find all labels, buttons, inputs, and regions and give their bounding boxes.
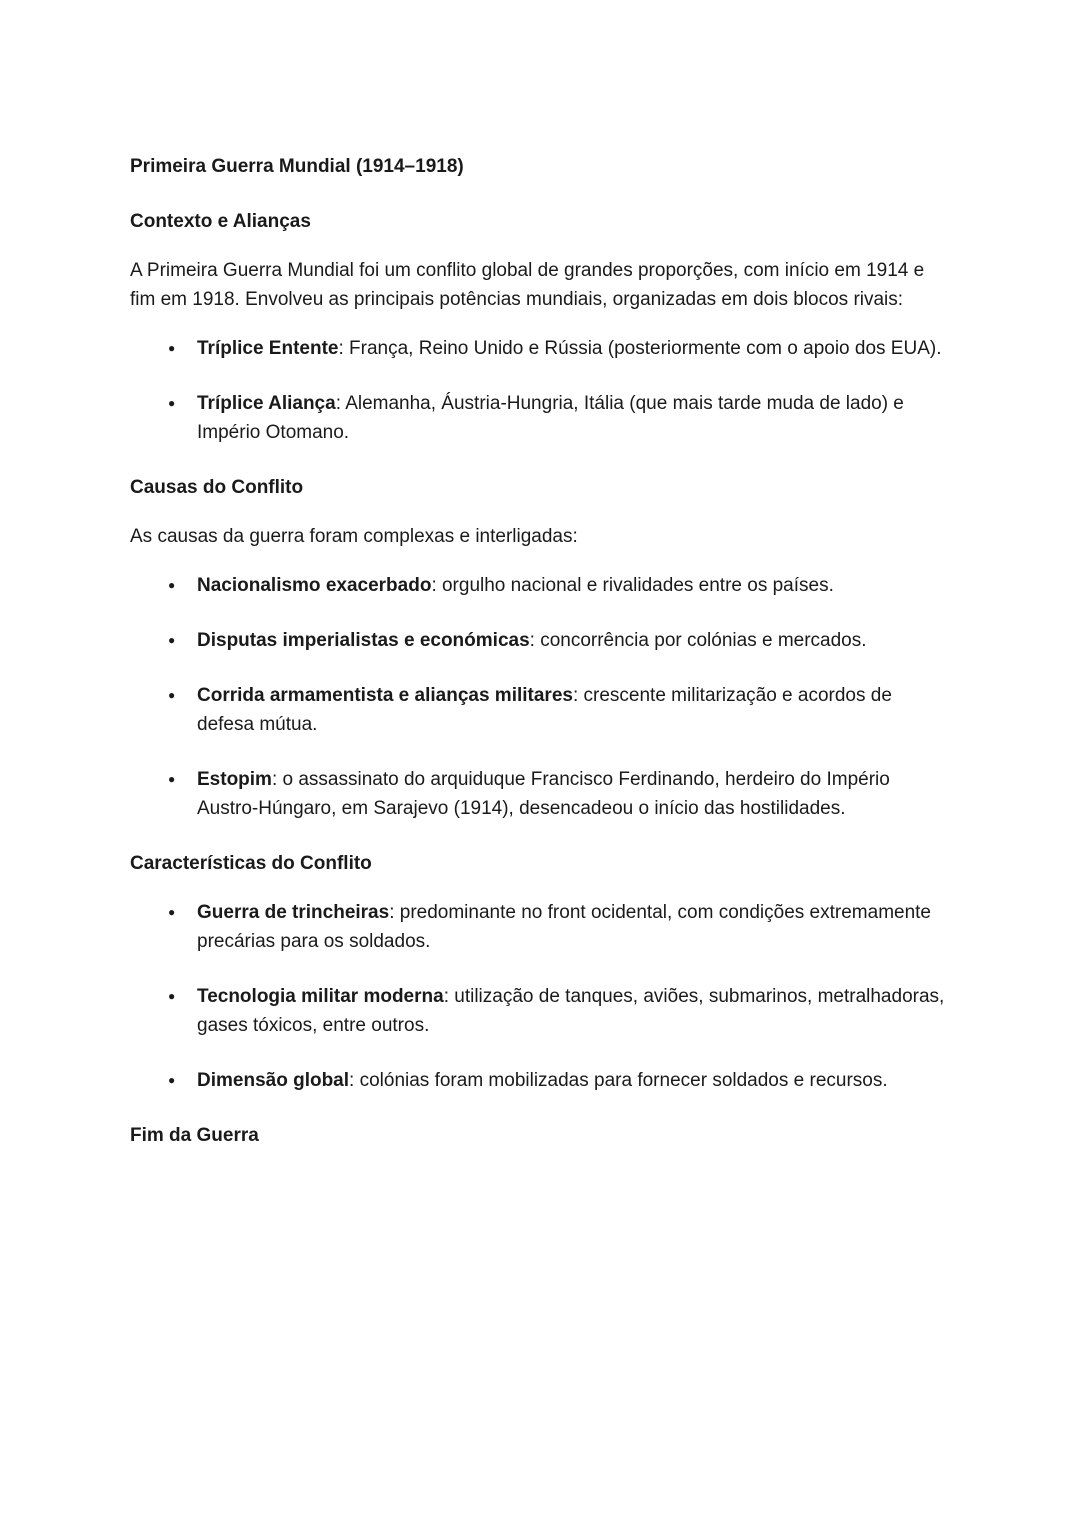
bullet-lead: Disputas imperialistas e económicas xyxy=(197,630,530,651)
bullet-lead: Corrida armamentista e alianças militares xyxy=(197,685,573,706)
list-item xyxy=(130,389,950,447)
list-item xyxy=(130,898,950,956)
list-item xyxy=(130,982,950,1040)
bullet-text: : colónias foram mobilizadas para fornecer soldados e recursos. xyxy=(349,1070,888,1091)
bullet-lead: Dimensão global xyxy=(197,1070,350,1091)
bullet-list-caracteristicas xyxy=(130,898,950,1095)
doc-title-text: Primeira Guerra Mundial (1914–1918) xyxy=(130,156,464,177)
list-item xyxy=(130,571,950,600)
list-item xyxy=(130,765,950,823)
bullet-lead: Tríplice Entente xyxy=(197,338,339,359)
section-heading-contexto: Contexto e Alianças xyxy=(130,211,311,232)
bullet-text: : França, Reino Unido e Rússia (posteriormente com o apoio dos EUA). xyxy=(338,338,942,359)
bullet-text: : concorrência por colónias e mercados. xyxy=(529,630,867,651)
bullet-list-causas xyxy=(130,571,950,823)
section-heading-causas: Causas do Conflito xyxy=(130,477,304,498)
bullet-lead: Tríplice Aliança xyxy=(197,393,336,414)
bullet-text: : utilização de tanques, aviões, submarinos, metralhadoras, gases tóxicos, entre outros. xyxy=(197,986,945,1036)
paragraph-contexto-intro: A Primeira Guerra Mundial foi um conflito global de grandes proporções, com início em 1914 e fim em 1918. Envolveu as principais potências mundiais, organizadas em dois blocos rivais: xyxy=(130,260,925,310)
list-item xyxy=(130,334,950,363)
bullet-text: : predominante no front ocidental, com condições extremamente precárias para os soldados. xyxy=(197,902,931,952)
section-heading-fim: Fim da Guerra xyxy=(130,1125,259,1146)
bullet-text: : o assassinato do arquiduque Francisco Ferdinando, herdeiro do Império Austro-Húngaro, em Sarajevo (1914), desencadeou o início das hostilidades. xyxy=(197,769,890,819)
bullet-lead: Tecnologia militar moderna xyxy=(197,986,444,1007)
bullet-lead: Estopim xyxy=(197,769,272,790)
bullet-list-contexto xyxy=(130,334,950,447)
list-item xyxy=(130,626,950,655)
bullet-text: : Alemanha, Áustria-Hungria, Itália (que mais tarde muda de lado) e Império Otomano. xyxy=(197,393,904,443)
section-heading-caracteristicas: Características do Conflito xyxy=(130,853,372,874)
list-item xyxy=(130,681,950,739)
bullet-lead: Nacionalismo exacerbado xyxy=(197,575,432,596)
paragraph-causas-intro: As causas da guerra foram complexas e interligadas: xyxy=(130,526,578,547)
doc-title xyxy=(130,152,950,181)
bullet-text: : orgulho nacional e rivalidades entre os países. xyxy=(431,575,834,596)
bullet-text: : crescente militarização e acordos de defesa mútua. xyxy=(197,685,892,735)
bullet-lead: Guerra de trincheiras xyxy=(197,902,390,923)
list-item xyxy=(130,1066,950,1095)
